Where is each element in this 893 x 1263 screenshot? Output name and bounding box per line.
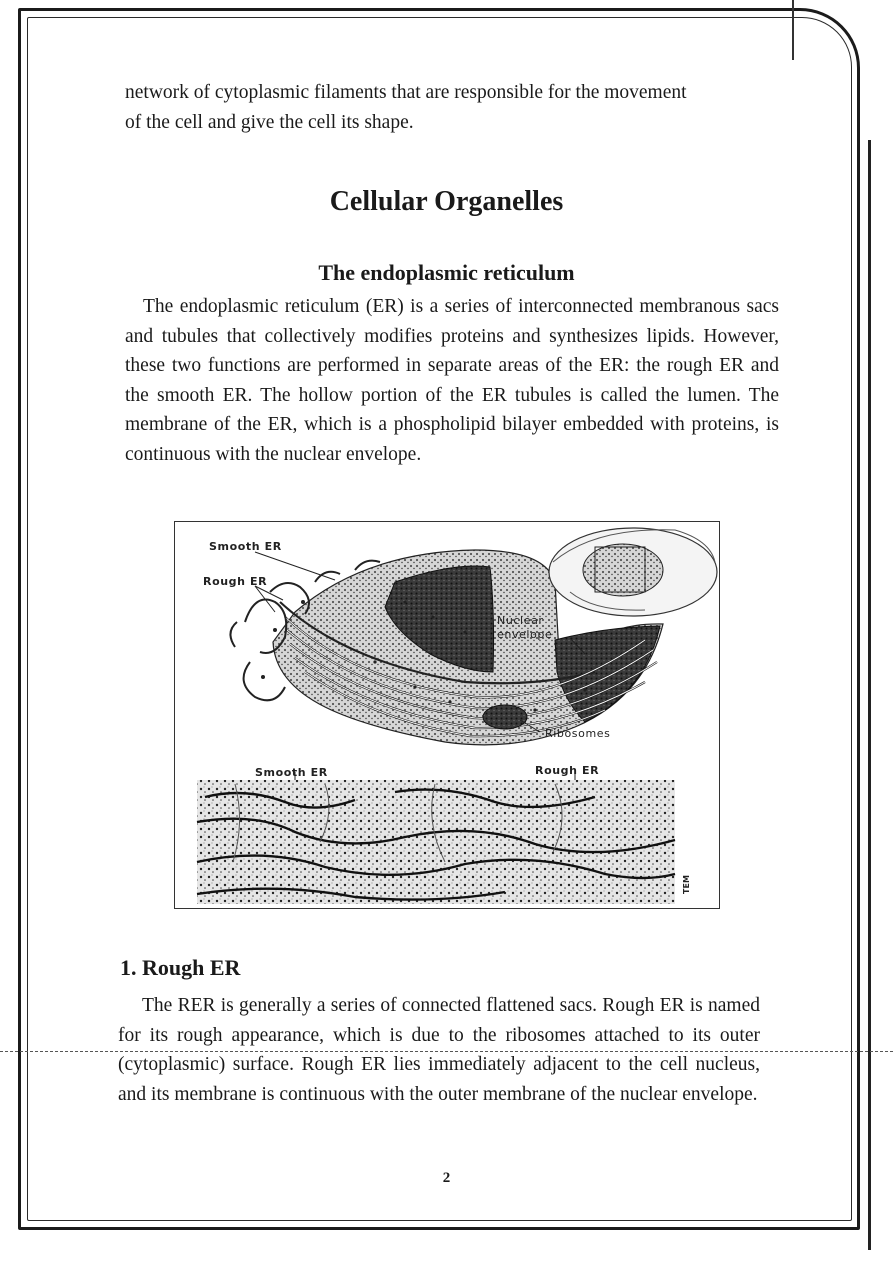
label-tem: TEM xyxy=(681,875,691,894)
tem-micrograph xyxy=(197,780,675,904)
rough-er-heading: 1. Rough ER xyxy=(120,955,241,980)
label-ribosomes: Ribosomes xyxy=(545,727,611,740)
label-smooth-er-bottom: Smooth ER xyxy=(255,766,328,779)
page-number: 2 xyxy=(442,1170,451,1186)
continuation-line-2: of the cell and give the cell its shape. xyxy=(125,112,414,133)
section-title: Cellular Organelles xyxy=(329,186,564,217)
scan-edge-right xyxy=(868,140,888,1250)
scan-edge-top xyxy=(792,0,799,60)
continuation-line-1: network of cytoplasmic filaments that are responsible for the movement xyxy=(125,82,687,103)
label-rough-er-top: Rough ER xyxy=(203,575,268,588)
label-nuclear: Nuclear xyxy=(497,614,544,627)
label-rough-er-bottom: Rough ER xyxy=(535,764,600,777)
er-paragraph: The endoplasmic reticulum (ER) is a series of interconnected membranous sacs and tubules that collectively modifies proteins and synthesizes lipids. However, these two functions are performed in separate areas of the ER: the rough ER and the smooth ER. The hollow portion of the ER tubules is called the lumen. The membrane of the ER, which is a phospholipid bilayer embedded with proteins, is continuous with the nuclear envelope. xyxy=(125,296,779,465)
label-smooth-er-top: Smooth ER xyxy=(209,540,282,553)
rough-er-paragraph: The RER is generally a series of connected flattened sacs. Rough ER is named for its rough appearance, which is due to the ribosomes attached to its outer (cytoplasmic) surface. Rough ER lies immediately adjacent to the cell nucleus, and its membrane is continuous with the outer membrane of the nuclear envelope. xyxy=(118,995,760,1105)
er-figure xyxy=(174,521,720,909)
label-envelope: envelope xyxy=(497,628,553,641)
subsection-title: The endoplasmic reticulum xyxy=(318,260,575,285)
inset-cell-diagram xyxy=(549,528,717,616)
